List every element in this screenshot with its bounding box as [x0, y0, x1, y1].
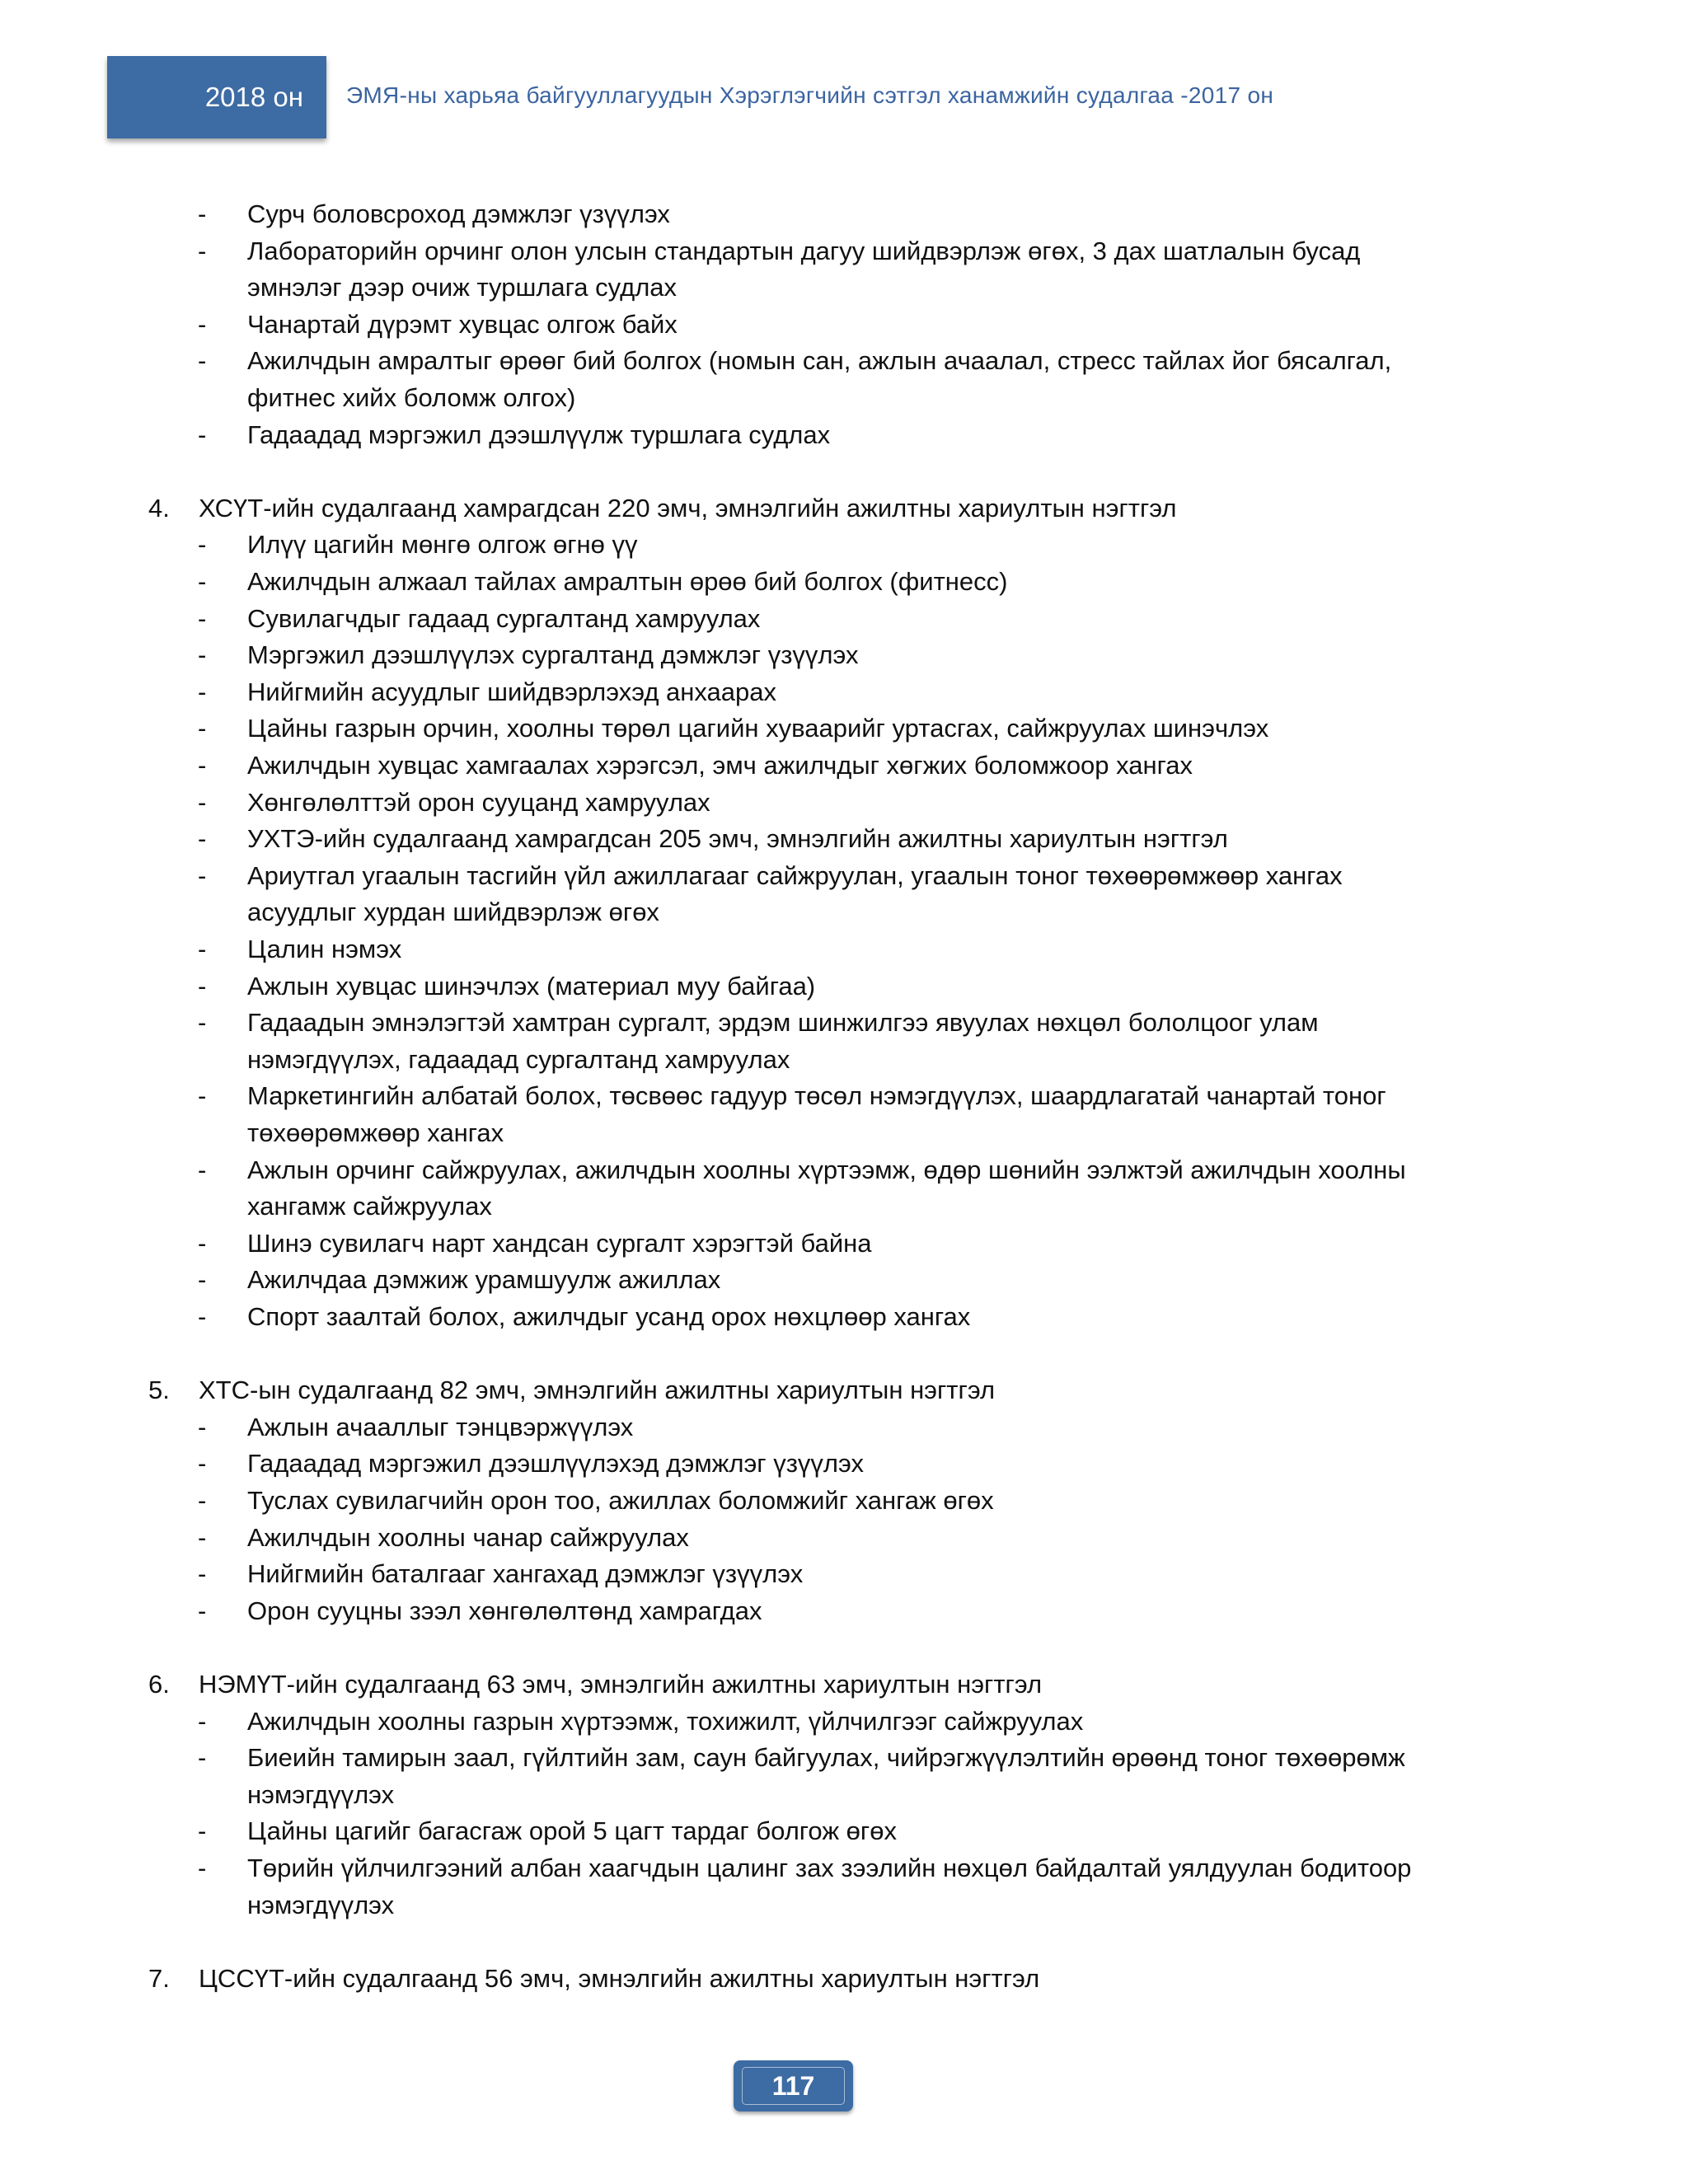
bullet-dash: -	[198, 1596, 207, 1625]
list-item-text: эмнэлэг дээр очиж туршлага судлах	[247, 273, 678, 302]
header-year-box	[107, 56, 326, 138]
list-item-text: нэмэгдүүлэх, гадаадад сургалтанд хамруулах	[247, 1044, 790, 1074]
list-item-text: Гадаадад мэргэжил дээшлүүлж туршлага судлах	[247, 419, 831, 449]
bullet-dash: -	[198, 751, 207, 780]
list-item-text: Ажлын хувцас шинэчлэх (материал муу байгаа)	[247, 971, 816, 1001]
list-item-text: Гадаадын эмнэлэгтэй хамтран сургалт, эрдэм шинжилгээ явуулах нөхцөл бололцоог улам	[247, 1008, 1319, 1038]
bullet-dash: -	[198, 530, 207, 560]
bullet-dash: -	[198, 1228, 207, 1258]
bullet-dash: -	[198, 1155, 207, 1184]
list-item-text: Ажлын орчинг сайжруулах, ажилчдын хоолны хүртээмж, өдөр шөнийн ээлжтэй ажилчдын хоолны	[247, 1155, 1406, 1184]
header-title: ЭМЯ-ны харьяа байгууллагуудын Хэрэглэгчийн сэтгэл ханамжийн судалгаа -2017 он	[346, 82, 1274, 108]
list-item-text: Сурч боловсроход дэмжлэг үзүүлэх	[247, 199, 670, 228]
bullet-dash: -	[198, 1302, 207, 1331]
list-item-text: Чанартай дүрэмт хувцас олгож байх	[247, 309, 678, 339]
bullet-dash: -	[198, 1449, 207, 1479]
list-item-text: Ажилчдын хувцас хамгаалах хэрэгсэл, эмч ажилчдыг хөгжих боломжоор хангах	[247, 751, 1193, 780]
list-item-text: фитнес хийх боломж олгох)	[247, 383, 576, 412]
list-item-text: Ажилчдаа дэмжиж урамшуулж ажиллах	[247, 1265, 721, 1295]
bullet-dash: -	[198, 1706, 207, 1736]
bullet-dash: -	[198, 1412, 207, 1441]
list-item-text: Хөнгөлөлттэй орон сууцанд хамруулах	[247, 787, 710, 817]
bullet-dash: -	[198, 419, 207, 449]
header-year: 2018 он	[204, 82, 303, 112]
bullet-dash: -	[198, 236, 207, 265]
list-item-text: Лабораторийн орчинг олон улсын стандартын дагуу шийдвэрлэж өгөх, 3 дах шатлалын бусад	[247, 236, 1361, 265]
section-heading-text: ХТС-ын судалгаанд 82 эмч, эмнэлгийн ажилтны хариултын нэгтгэл	[199, 1376, 996, 1405]
list-item-text: Нийгмийн баталгааг хангахад дэмжлэг үзүүлэх	[247, 1559, 804, 1589]
bullet-dash: -	[198, 824, 207, 854]
list-item-text: УХТЭ-ийн судалгаанд хамрагдсан 205 эмч, эмнэлгийн ажилтны хариултын нэгтгэл	[247, 824, 1228, 854]
list-item-text: Ажилчдын хоолны чанар сайжруулах	[247, 1522, 689, 1552]
bullet-dash: -	[198, 1081, 207, 1111]
section-heading-text: НЭМҮТ-ийн судалгаанд 63 эмч, эмнэлгийн ажилтны хариултын нэгтгэл	[199, 1670, 1043, 1699]
section-number: 6.	[148, 1670, 170, 1699]
page-number-frame	[742, 2067, 845, 2105]
list-item-text: Туслах сувилагчийн орон тоо, ажиллах боломжийг хангаж өгөх	[247, 1486, 994, 1515]
list-item-text: Гадаадад мэргэжил дээшлүүлэхэд дэмжлэг үзүүлэх	[247, 1449, 864, 1479]
list-item-text: Ажилчдын амралтыг өрөөг бий болгох (номын сан, ажлын ачаалал, стресс тайлах йог бясалгал,	[247, 346, 1392, 376]
list-item-text: Цайны газрын орчин, хоолны төрөл цагийн хуваарийг уртасгах, сайжруулах шинэчлэх	[247, 714, 1269, 743]
bullet-dash: -	[198, 971, 207, 1001]
section-number: 7.	[148, 1963, 170, 1993]
list-item-text: Маркетингийн албатай болох, төсвөөс гадуур төсөл нэмэгдүүлэх, шаардлагатай чанартай тоног	[247, 1081, 1386, 1111]
page-number: 117	[771, 2070, 815, 2101]
bullet-dash: -	[198, 567, 207, 596]
bullet-dash: -	[198, 199, 207, 228]
bullet-dash: -	[198, 1265, 207, 1295]
bullet-dash: -	[198, 860, 207, 890]
list-item-text: нэмэгдүүлэх	[247, 1779, 395, 1809]
list-item-text: нэмэгдүүлэх	[247, 1890, 395, 1919]
bullet-dash: -	[198, 640, 207, 670]
list-item-text: Биеийн тамирын заал, гүйлтийн зам, саун байгуулах, чийрэгжүүлэлтийн өрөөнд тоног төхөөрөмж	[247, 1743, 1405, 1773]
list-item-text: асуудлыг хурдан шийдвэрлэж өгөх	[247, 898, 659, 927]
bullet-dash: -	[198, 1008, 207, 1038]
section-heading-text: ЦССҮТ-ийн судалгаанд 56 эмч, эмнэлгийн ажилтны хариултын нэгтгэл	[199, 1963, 1040, 1993]
page-number-badge	[734, 2060, 853, 2111]
list-item-text: хангамж сайжруулах	[247, 1192, 492, 1221]
bullet-dash: -	[198, 1854, 207, 1882]
bullet-dash: -	[198, 1743, 207, 1773]
bullet-dash: -	[198, 787, 207, 817]
bullet-dash: -	[198, 346, 207, 376]
list-item-text: Спорт заалтай болох, ажилчдыг усанд орох нөхцлөөр хангах	[247, 1302, 971, 1331]
bullet-dash: -	[198, 677, 207, 706]
list-item-text: Ажлын ачааллыг тэнцвэржүүлэх	[247, 1412, 634, 1441]
section-heading-text: ХСҮТ-ийн судалгаанд хамрагдсан 220 эмч, эмнэлгийн ажилтны хариултын нэгтгэл	[199, 493, 1177, 523]
bullet-dash: -	[198, 935, 207, 963]
bullet-dash: -	[198, 1816, 207, 1846]
list-item-text: Нийгмийн асуудлыг шийдвэрлэхэд анхаарах	[247, 677, 777, 706]
bullet-dash: -	[198, 714, 207, 743]
section-number: 4.	[148, 493, 170, 523]
bullet-dash: -	[198, 603, 207, 633]
list-item-text: Цалин нэмэх	[247, 935, 402, 963]
list-item-text: Мэргэжил дээшлүүлэх сургалтанд дэмжлэг үзүүлэх	[247, 640, 859, 670]
list-item-text: Сувилагчдыг гадаад сургалтанд хамруулах	[247, 603, 761, 633]
list-item-text: Орон сууцны зээл хөнгөлөлтөнд хамрагдах	[247, 1596, 762, 1625]
section-number: 5.	[148, 1376, 170, 1405]
bullet-dash: -	[198, 1559, 207, 1589]
list-item-text: Цайны цагийг багасгаж орой 5 цагт тардаг болгож өгөх	[247, 1816, 897, 1846]
list-item-text: Шинэ сувилагч нарт хандсан сургалт хэрэгтэй байна	[247, 1228, 872, 1258]
bullet-dash: -	[198, 1522, 207, 1552]
list-item-text: Ариутгал угаалын тасгийн үйл ажиллагааг сайжруулан, угаалын тоног төхөөрөмжөөр хангах	[247, 860, 1343, 890]
list-item-text: Төрийн үйлчилгээний албан хаагчдын цалинг зах зээлийн нөхцөл байдалтай уялдуулан бодитоор	[247, 1854, 1412, 1882]
bullet-dash: -	[198, 1486, 207, 1515]
bullet-dash: -	[198, 309, 207, 339]
list-item-text: төхөөрөмжөөр хангах	[247, 1118, 504, 1147]
list-item-text: Ажилчдын алжаал тайлах амралтын өрөө бий болгох (фитнесс)	[247, 567, 1008, 596]
list-item-text: Илүү цагийн мөнгө олгож өгнө үү	[247, 530, 638, 560]
list-item-text: Ажилчдын хоолны газрын хүртээмж, тохижилт, үйлчилгээг сайжруулах	[247, 1706, 1084, 1736]
